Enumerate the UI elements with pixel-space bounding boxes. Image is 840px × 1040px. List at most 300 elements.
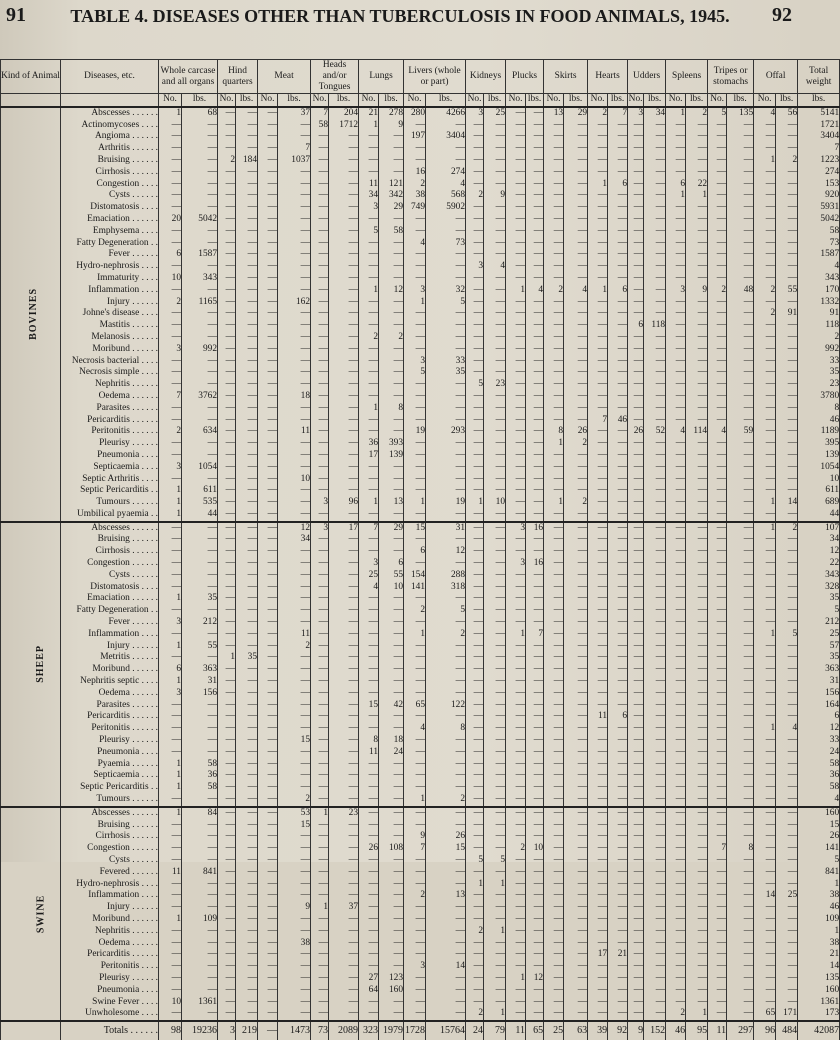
- table-cell: —: [404, 308, 426, 320]
- table-cell: —: [628, 723, 644, 735]
- table-cell: —: [484, 723, 506, 735]
- table-cell: —: [311, 462, 329, 474]
- table-cell: —: [359, 938, 379, 950]
- table-cell: —: [236, 820, 258, 832]
- table-cell: —: [182, 202, 218, 214]
- table-cell: —: [379, 593, 404, 605]
- table-cell: —: [708, 949, 727, 961]
- table-cell: —: [564, 938, 588, 950]
- table-cell: —: [218, 534, 236, 546]
- table-cell: 8: [426, 723, 466, 735]
- table-cell: —: [159, 308, 182, 320]
- table-cell: —: [686, 914, 708, 926]
- table-cell: —: [182, 843, 218, 855]
- table-cell: —: [544, 723, 564, 735]
- table-cell: —: [666, 711, 686, 723]
- table-cell: 18: [379, 735, 404, 747]
- table-cell: —: [708, 867, 727, 879]
- table-cell: —: [218, 391, 236, 403]
- table-cell: —: [311, 926, 329, 938]
- table-cell: —: [466, 938, 484, 950]
- table-cell: —: [311, 558, 329, 570]
- table-cell: 114: [686, 426, 708, 438]
- table-cell: 2: [404, 605, 426, 617]
- table-cell: —: [379, 509, 404, 522]
- table-cell: —: [544, 261, 564, 273]
- table-cell: —: [258, 782, 278, 794]
- table-cell: 7: [404, 843, 426, 855]
- table-cell: —: [506, 261, 526, 273]
- table-cell: —: [466, 285, 484, 297]
- table-cell: —: [686, 497, 708, 509]
- table-cell: —: [484, 759, 506, 771]
- table-cell: —: [686, 723, 708, 735]
- table-cell: —: [776, 462, 798, 474]
- header-no: No.: [544, 94, 564, 107]
- table-cell: —: [564, 570, 588, 582]
- header-kidneys: Kidneys: [466, 60, 506, 94]
- table-cell: —: [727, 534, 754, 546]
- table-cell: —: [526, 985, 544, 997]
- total-weight-cell: 1223: [798, 155, 840, 167]
- table-cell: —: [466, 202, 484, 214]
- table-cell: —: [526, 641, 544, 653]
- table-cell: —: [666, 985, 686, 997]
- table-cell: 15: [278, 820, 311, 832]
- table-cell: —: [278, 652, 311, 664]
- table-cell: —: [686, 155, 708, 167]
- table-cell: —: [159, 285, 182, 297]
- table-cell: —: [329, 652, 359, 664]
- table-cell: 1: [484, 1008, 506, 1021]
- table-row: [1, 356, 840, 368]
- table-cell: —: [564, 867, 588, 879]
- header-lbs: lbs.: [644, 94, 666, 107]
- table-cell: —: [776, 938, 798, 950]
- table-row: [1, 379, 840, 391]
- table-row: [1, 297, 840, 309]
- table-cell: —: [218, 985, 236, 997]
- table-cell: —: [776, 320, 798, 332]
- table-cell: —: [564, 273, 588, 285]
- table-cell: —: [608, 356, 628, 368]
- table-cell: —: [218, 249, 236, 261]
- table-cell: —: [644, 652, 666, 664]
- table-cell: —: [686, 120, 708, 132]
- table-cell: 33: [426, 356, 466, 368]
- table-cell: —: [644, 509, 666, 522]
- table-cell: —: [644, 723, 666, 735]
- table-cell: —: [311, 534, 329, 546]
- table-cell: —: [644, 474, 666, 486]
- totals-cell: 42087: [798, 1021, 840, 1040]
- table-cell: 1: [666, 190, 686, 202]
- disease-name: Cirrhosis . . . . . .: [61, 546, 159, 558]
- table-cell: —: [708, 997, 727, 1009]
- table-cell: —: [608, 582, 628, 594]
- table-cell: —: [311, 143, 329, 155]
- table-cell: —: [588, 593, 608, 605]
- table-cell: —: [159, 1008, 182, 1021]
- table-cell: —: [182, 356, 218, 368]
- table-cell: —: [644, 843, 666, 855]
- table-cell: —: [708, 143, 727, 155]
- table-cell: —: [544, 367, 564, 379]
- table-cell: 2: [588, 107, 608, 120]
- table-cell: —: [182, 973, 218, 985]
- table-row: [1, 367, 840, 379]
- table-cell: —: [776, 855, 798, 867]
- table-cell: —: [311, 794, 329, 807]
- table-cell: —: [628, 143, 644, 155]
- table-cell: —: [708, 415, 727, 427]
- disease-name: Septicaemia . . . .: [61, 462, 159, 474]
- table-cell: —: [526, 902, 544, 914]
- table-cell: —: [776, 273, 798, 285]
- total-weight-cell: 611: [798, 485, 840, 497]
- table-cell: —: [686, 558, 708, 570]
- table-cell: —: [644, 415, 666, 427]
- table-cell: —: [182, 450, 218, 462]
- table-cell: —: [484, 867, 506, 879]
- table-cell: —: [564, 474, 588, 486]
- table-cell: —: [754, 297, 776, 309]
- table-cell: —: [544, 759, 564, 771]
- table-cell: —: [526, 391, 544, 403]
- table-cell: —: [776, 143, 798, 155]
- total-weight-cell: 24: [798, 747, 840, 759]
- disease-name: Distomatosis . . . .: [61, 582, 159, 594]
- disease-name: Arthritis . . . . . .: [61, 143, 159, 155]
- table-cell: —: [379, 617, 404, 629]
- table-cell: —: [466, 226, 484, 238]
- table-cell: —: [404, 485, 426, 497]
- header-udders: Udders: [628, 60, 666, 94]
- total-weight-cell: 12: [798, 723, 840, 735]
- table-cell: —: [329, 450, 359, 462]
- table-row: [1, 522, 840, 535]
- table-cell: —: [329, 238, 359, 250]
- table-cell: —: [236, 143, 258, 155]
- table-cell: 1: [159, 593, 182, 605]
- table-cell: —: [506, 438, 526, 450]
- table-cell: —: [644, 890, 666, 902]
- table-cell: —: [278, 961, 311, 973]
- total-weight-cell: 38: [798, 890, 840, 902]
- table-cell: —: [526, 415, 544, 427]
- table-cell: —: [754, 843, 776, 855]
- table-cell: 38: [404, 190, 426, 202]
- table-cell: —: [379, 546, 404, 558]
- table-cell: 24: [379, 747, 404, 759]
- table-cell: —: [776, 558, 798, 570]
- table-cell: —: [236, 997, 258, 1009]
- table-cell: 11: [588, 711, 608, 723]
- table-cell: —: [686, 700, 708, 712]
- table-cell: —: [379, 167, 404, 179]
- table-cell: —: [236, 700, 258, 712]
- table-cell: —: [564, 794, 588, 807]
- table-cell: —: [628, 985, 644, 997]
- table-cell: —: [526, 676, 544, 688]
- table-cell: —: [686, 534, 708, 546]
- table-cell: 535: [182, 497, 218, 509]
- table-cell: —: [506, 391, 526, 403]
- table-cell: —: [159, 450, 182, 462]
- table-cell: 2: [466, 1008, 484, 1021]
- table-cell: —: [182, 652, 218, 664]
- table-cell: —: [258, 462, 278, 474]
- table-cell: —: [466, 807, 484, 820]
- table-cell: 5: [466, 379, 484, 391]
- table-cell: —: [404, 558, 426, 570]
- table-row: [1, 961, 840, 973]
- table-cell: —: [466, 985, 484, 997]
- table-cell: —: [608, 700, 628, 712]
- table-cell: —: [564, 843, 588, 855]
- table-cell: —: [159, 320, 182, 332]
- table-cell: 841: [182, 867, 218, 879]
- table-cell: —: [644, 926, 666, 938]
- table-cell: —: [608, 391, 628, 403]
- table-cell: —: [236, 735, 258, 747]
- table-cell: —: [588, 1008, 608, 1021]
- table-cell: —: [776, 949, 798, 961]
- table-cell: —: [466, 735, 484, 747]
- table-cell: —: [506, 926, 526, 938]
- table-cell: —: [159, 723, 182, 735]
- table-cell: —: [506, 831, 526, 843]
- table-cell: —: [708, 534, 727, 546]
- table-cell: —: [526, 485, 544, 497]
- table-cell: —: [359, 867, 379, 879]
- table-cell: —: [466, 474, 484, 486]
- table-cell: —: [359, 831, 379, 843]
- table-cell: —: [404, 143, 426, 155]
- table-cell: —: [608, 664, 628, 676]
- header-lbs: lbs.: [564, 94, 588, 107]
- table-cell: —: [588, 676, 608, 688]
- disease-name: Pneumonia . . . .: [61, 985, 159, 997]
- total-weight-cell: 153: [798, 179, 840, 191]
- header-lbs: lbs.: [182, 94, 218, 107]
- table-cell: —: [506, 961, 526, 973]
- table-cell: —: [708, 214, 727, 226]
- table-cell: —: [379, 641, 404, 653]
- table-cell: —: [754, 820, 776, 832]
- table-cell: 8: [727, 843, 754, 855]
- table-cell: —: [258, 403, 278, 415]
- table-cell: —: [329, 570, 359, 582]
- table-cell: —: [526, 782, 544, 794]
- table-cell: —: [666, 641, 686, 653]
- table-cell: —: [588, 308, 608, 320]
- table-cell: 8: [544, 426, 564, 438]
- header-total-lbs: lbs.: [798, 94, 840, 107]
- table-cell: —: [588, 297, 608, 309]
- header-lbs: lbs.: [608, 94, 628, 107]
- table-cell: —: [359, 167, 379, 179]
- table-cell: —: [776, 688, 798, 700]
- total-weight-cell: 21: [798, 949, 840, 961]
- table-row: [1, 629, 840, 641]
- page-number-right: 92: [772, 4, 792, 26]
- table-cell: —: [311, 155, 329, 167]
- table-cell: —: [258, 914, 278, 926]
- table-cell: —: [329, 261, 359, 273]
- table-cell: —: [544, 379, 564, 391]
- table-cell: —: [644, 879, 666, 891]
- table-cell: —: [754, 700, 776, 712]
- table-cell: 2: [426, 629, 466, 641]
- table-cell: —: [708, 652, 727, 664]
- table-cell: —: [484, 593, 506, 605]
- table-cell: —: [754, 320, 776, 332]
- table-cell: —: [686, 843, 708, 855]
- table-cell: —: [379, 902, 404, 914]
- table-cell: 29: [379, 202, 404, 214]
- header-lbs: lbs.: [379, 94, 404, 107]
- table-cell: —: [329, 332, 359, 344]
- table-cell: —: [754, 961, 776, 973]
- table-cell: —: [727, 831, 754, 843]
- disease-name: Moribund . . . . . .: [61, 914, 159, 926]
- table-cell: —: [466, 308, 484, 320]
- table-cell: 19: [426, 497, 466, 509]
- table-cell: —: [526, 700, 544, 712]
- table-cell: —: [628, 843, 644, 855]
- table-cell: —: [708, 664, 727, 676]
- table-cell: —: [526, 794, 544, 807]
- table-cell: —: [426, 593, 466, 605]
- header-hind-quarters: Hind quarters: [218, 60, 258, 94]
- table-cell: —: [404, 652, 426, 664]
- table-cell: 3404: [426, 131, 466, 143]
- table-cell: —: [236, 949, 258, 961]
- table-cell: —: [506, 167, 526, 179]
- table-row: [1, 794, 840, 807]
- table-cell: —: [776, 297, 798, 309]
- table-cell: —: [644, 949, 666, 961]
- table-cell: —: [329, 273, 359, 285]
- table-cell: —: [666, 497, 686, 509]
- table-cell: 2: [379, 332, 404, 344]
- table-cell: —: [708, 985, 727, 997]
- table-cell: —: [608, 226, 628, 238]
- total-weight-cell: 7: [798, 143, 840, 155]
- table-cell: —: [776, 238, 798, 250]
- table-cell: —: [608, 120, 628, 132]
- table-cell: —: [426, 664, 466, 676]
- header-disease-blank: [61, 94, 159, 107]
- table-cell: —: [182, 120, 218, 132]
- table-cell: —: [466, 179, 484, 191]
- table-cell: —: [544, 485, 564, 497]
- table-cell: —: [159, 747, 182, 759]
- table-cell: —: [236, 879, 258, 891]
- table-cell: 2: [218, 155, 236, 167]
- table-cell: —: [608, 297, 628, 309]
- totals-cell: 65: [526, 1021, 544, 1040]
- table-cell: 25: [359, 570, 379, 582]
- total-weight-cell: 109: [798, 914, 840, 926]
- table-cell: —: [544, 938, 564, 950]
- table-cell: —: [544, 273, 564, 285]
- table-cell: 11: [278, 426, 311, 438]
- table-cell: —: [588, 131, 608, 143]
- table-cell: —: [727, 629, 754, 641]
- disease-name: Metritis . . . . . .: [61, 652, 159, 664]
- table-row: [1, 617, 840, 629]
- table-cell: —: [644, 332, 666, 344]
- table-cell: —: [564, 534, 588, 546]
- table-cell: 35: [426, 367, 466, 379]
- table-row: [1, 320, 840, 332]
- table-cell: —: [311, 938, 329, 950]
- table-cell: —: [236, 131, 258, 143]
- disease-name: Pericarditis . . . . . .: [61, 415, 159, 427]
- table-cell: —: [329, 843, 359, 855]
- totals-cell: 39: [588, 1021, 608, 1040]
- table-cell: 1: [311, 807, 329, 820]
- table-cell: —: [708, 379, 727, 391]
- header-no: No.: [218, 94, 236, 107]
- table-cell: —: [159, 570, 182, 582]
- table-cell: 5: [404, 367, 426, 379]
- table-cell: 12: [426, 546, 466, 558]
- table-cell: —: [588, 238, 608, 250]
- table-cell: 29: [379, 522, 404, 535]
- table-cell: —: [666, 391, 686, 403]
- table-cell: —: [278, 997, 311, 1009]
- table-cell: —: [754, 415, 776, 427]
- table-cell: —: [727, 391, 754, 403]
- table-cell: —: [379, 534, 404, 546]
- table-row: [1, 391, 840, 403]
- table-cell: 4: [564, 285, 588, 297]
- table-cell: —: [379, 308, 404, 320]
- table-cell: —: [564, 711, 588, 723]
- table-cell: —: [666, 582, 686, 594]
- table-row: [1, 426, 840, 438]
- table-cell: —: [236, 356, 258, 368]
- table-cell: —: [258, 143, 278, 155]
- table-cell: —: [218, 261, 236, 273]
- table-cell: 6: [666, 179, 686, 191]
- total-weight-cell: 1361: [798, 997, 840, 1009]
- table-cell: —: [544, 167, 564, 179]
- disease-name: Fevered . . . . . .: [61, 867, 159, 879]
- table-cell: —: [159, 131, 182, 143]
- table-cell: —: [686, 867, 708, 879]
- table-cell: —: [666, 509, 686, 522]
- table-cell: 3: [506, 558, 526, 570]
- table-cell: —: [608, 593, 628, 605]
- table-cell: —: [686, 261, 708, 273]
- table-cell: —: [686, 902, 708, 914]
- table-cell: —: [258, 367, 278, 379]
- table-cell: —: [776, 641, 798, 653]
- table-cell: —: [644, 570, 666, 582]
- total-weight-cell: 33: [798, 356, 840, 368]
- table-cell: —: [218, 582, 236, 594]
- table-cell: —: [258, 735, 278, 747]
- table-cell: —: [426, 949, 466, 961]
- table-cell: —: [708, 190, 727, 202]
- table-cell: —: [329, 593, 359, 605]
- table-cell: 1: [159, 641, 182, 653]
- table-cell: —: [484, 143, 506, 155]
